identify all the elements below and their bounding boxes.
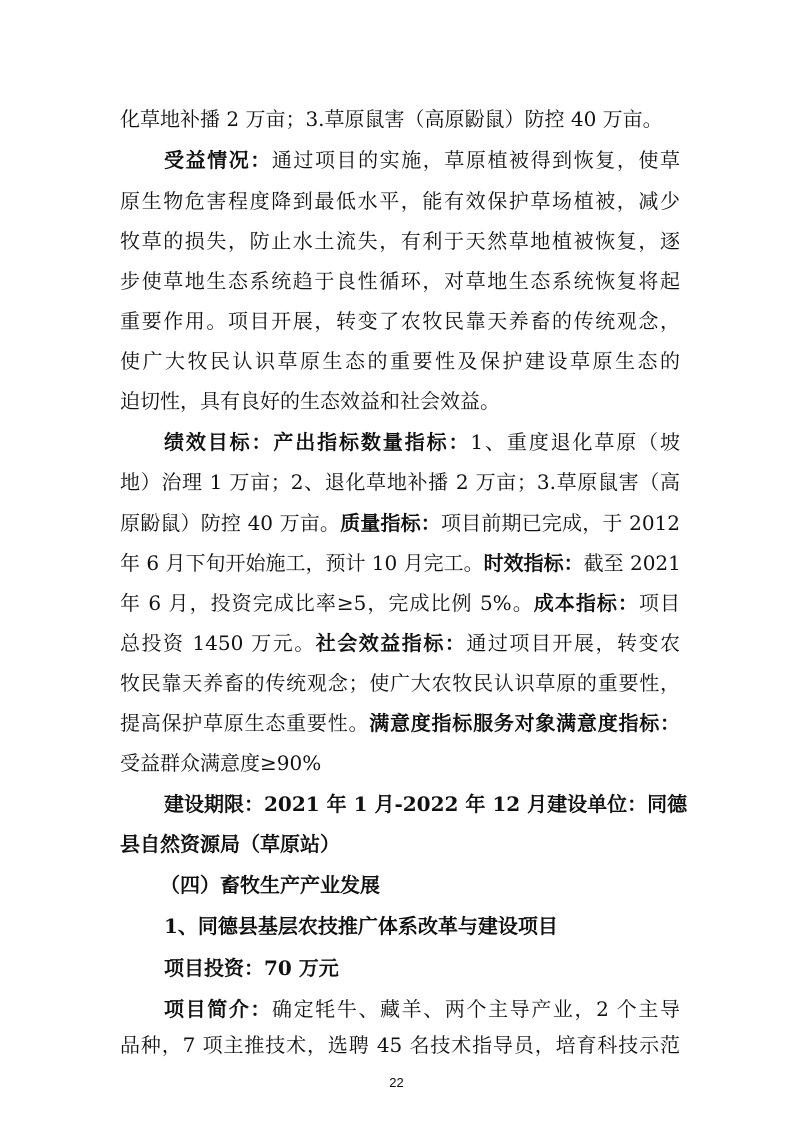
text-line: 总投资 1450 万元。社会效益指标：通过项目开展，转变农: [120, 631, 680, 655]
paragraph-heading: 项目简介：: [164, 997, 273, 1021]
paragraph-heading: 绩效目标：产出指标数量指标：: [164, 430, 471, 454]
text-line: 县自然资源局（草原站）: [120, 832, 340, 856]
text-line: 牧草的损失，防止水土流失，有利于天然草地植被恢复，逐: [120, 229, 680, 253]
text-line: 牧民靠天养畜的传统观念；使广大农牧民认识草原的重要性，: [120, 671, 680, 695]
text-line: 受益情况：通过项目的实施，草原植被得到恢复，使草: [164, 148, 681, 172]
project-investment: 项目投资：70 万元: [164, 956, 339, 980]
text-line: 迫切性，具有良好的生态效益和社会效益。: [120, 389, 500, 413]
text-line: 原鼢鼠）防控 40 万亩。质量指标：项目前期已完成，于 2012: [120, 511, 681, 535]
indicator-label: 社会效益指标：: [315, 631, 467, 655]
text-line: 步使草地生态系统趋于良性循环，对草地生态系统恢复将起: [120, 269, 680, 293]
text-line: 地）治理 1 万亩；2、退化草地补播 2 万亩；3.草原鼠害（高: [120, 470, 680, 494]
text-line: 品种，7 项主推技术，选聘 45 名技术指导员，培育科技示范: [120, 1033, 680, 1057]
text-line: 建设期限：2021 年 1 月-2022 年 12 月建设单位：同德: [164, 792, 688, 816]
text-line: 化草地补播 2 万亩；3.草原鼠害（高原鼢鼠）防控 40 万亩。: [120, 107, 663, 131]
indicator-label: 时效指标：: [483, 551, 584, 575]
text-line: 绩效目标：产出指标数量指标：1、重度退化草原（坡: [164, 430, 680, 454]
text-line: 年 6 月，投资完成比率≥5，完成比例 5%。成本指标：项目: [120, 591, 681, 615]
text-line: 重要作用。项目开展，转变了农牧民靠天养畜的传统观念，: [120, 309, 680, 333]
indicator-label: 质量指标：: [340, 511, 441, 535]
text-line: 提高保护草原生态重要性。满意度指标服务对象满意度指标：: [120, 711, 681, 735]
text-line: 年 6 月下旬开始施工，预计 10 月完工。时效指标：截至 2021: [120, 551, 681, 575]
indicator-label: 满意度指标服务对象满意度指标：: [369, 711, 681, 735]
project-title: 1、同德县基层农技推广体系改革与建设项目: [164, 914, 558, 938]
text-line: 原生物危害程度降到最低水平，能有效保护草场植被，减少: [120, 189, 680, 213]
text-line: 项目简介：确定牦牛、藏羊、两个主导产业，2 个主导: [164, 997, 680, 1021]
section-heading: （四）畜牧生产产业发展: [160, 873, 380, 897]
page-number: 22: [389, 1075, 404, 1090]
indicator-label: 成本指标：: [533, 591, 639, 615]
paragraph-heading: 受益情况：: [164, 148, 272, 172]
text-line: 受益群众满意度≥90%: [120, 751, 322, 775]
text-line: 使广大牧民认识草原生态的重要性及保护建设草原生态的: [120, 349, 680, 373]
